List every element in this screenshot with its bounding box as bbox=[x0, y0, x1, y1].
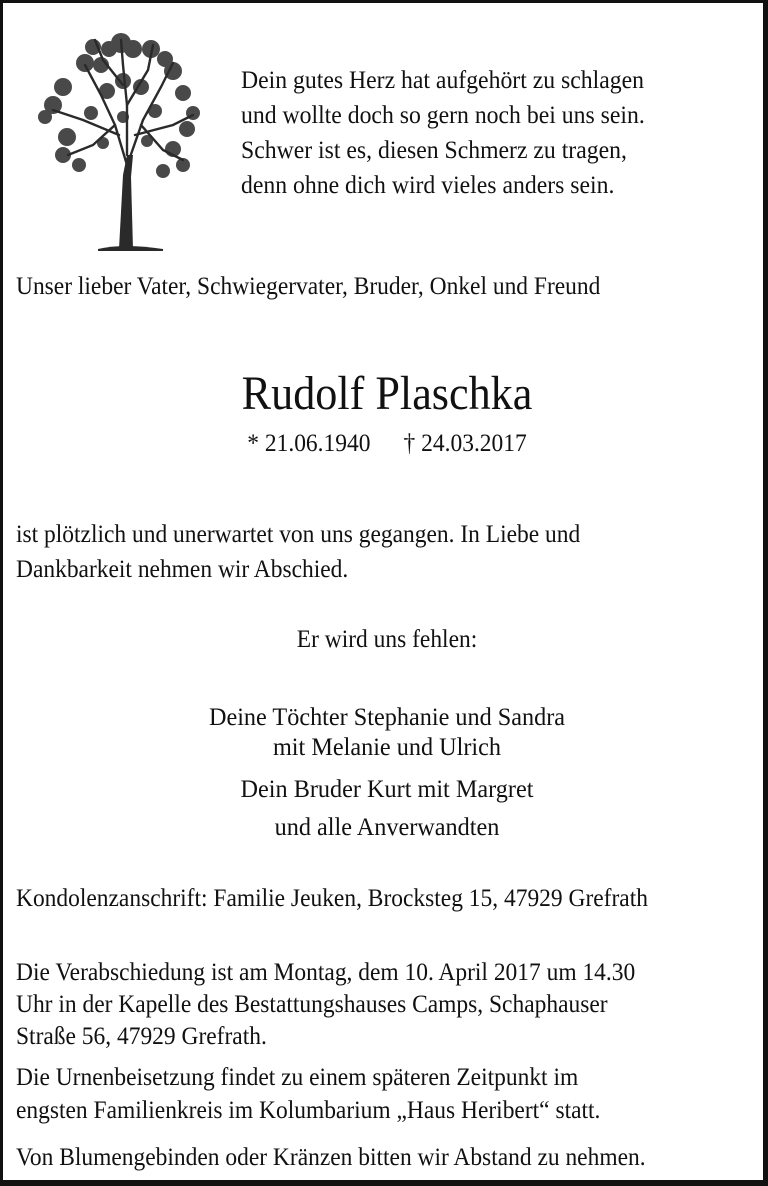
life-dates bbox=[34, 428, 741, 458]
poem-line: Schwer ist es, diesen Schmerz zu tragen, bbox=[241, 135, 627, 164]
poem-line: Dein gutes Herz hat aufgehört zu schlagen bbox=[241, 65, 644, 94]
condolence-address: Kondolenzanschrift: Familie Jeuken, Brocksteg 15, 47929 Grefrath bbox=[16, 883, 648, 912]
family-line: Deine Töchter Stephanie und Sandra bbox=[208, 702, 566, 731]
urn-line: Die Urnenbeisetzung findet zu einem späteren Zeitpunkt im bbox=[16, 1062, 579, 1091]
death-date: † 24.03.2017 bbox=[403, 428, 527, 457]
deceased-name: Rudolf Plaschka bbox=[241, 367, 533, 420]
farewell-line: Straße 56, 47929 Grefrath. bbox=[16, 1021, 267, 1050]
miss-line: Er wird uns fehlen: bbox=[296, 624, 478, 653]
message-line: ist plötzlich und unerwartet von uns gegangen. In Liebe und bbox=[16, 519, 581, 548]
passing-message bbox=[16, 516, 580, 586]
farewell-line: Die Verabschiedung ist am Montag, dem 10. April 2017 um 14.30 bbox=[16, 957, 636, 986]
poem-line: denn ohne dich wird vieles anders sein. bbox=[241, 170, 615, 199]
family-line: mit Melanie und Ulrich bbox=[272, 732, 502, 761]
farewell-line: Uhr in der Kapelle des Bestattungshauses Camps, Schaphauser bbox=[16, 989, 608, 1018]
flowers-note: Von Blumengebinden oder Kränzen bitten wir Abstand zu nehmen. bbox=[16, 1142, 646, 1171]
family-list bbox=[22, 702, 752, 846]
family-line: Dein Bruder Kurt mit Margret bbox=[240, 774, 534, 803]
intro-line: Unser lieber Vater, Schwiegervater, Bruder, Onkel und Freund bbox=[16, 271, 601, 300]
urn-burial-info bbox=[16, 1060, 600, 1126]
message-line: Dankbarkeit nehmen wir Abschied. bbox=[16, 554, 349, 583]
urn-line: engsten Familienkreis im Kolumbarium „Haus Heribert“ statt. bbox=[16, 1095, 601, 1124]
poem-line: und wollte doch so gern noch bei uns sein. bbox=[241, 100, 645, 129]
birth-date: * 21.06.1940 bbox=[247, 428, 371, 457]
poem bbox=[241, 62, 645, 202]
tree-icon bbox=[23, 25, 203, 255]
farewell-info bbox=[16, 956, 635, 1052]
family-line: und alle Anverwandten bbox=[274, 812, 500, 841]
